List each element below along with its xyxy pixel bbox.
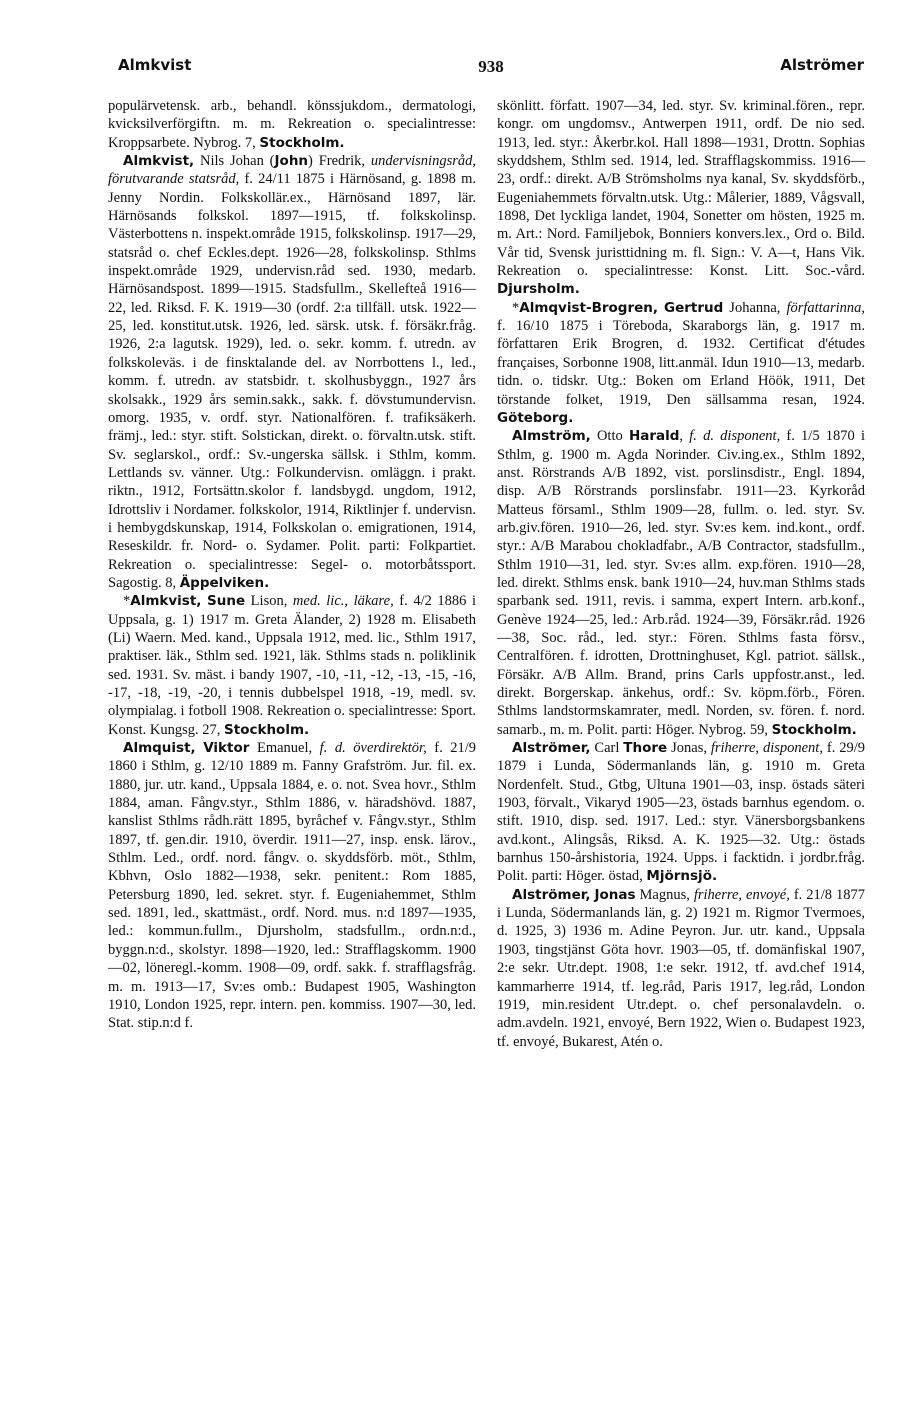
entry-given-pre: Nils Johan ( — [194, 153, 275, 170]
entry-given-post: Emanuel, — [249, 740, 320, 757]
entry-text: populärvetensk. arb., behandl. könssjukdom., dermatologi, kvicksilverförgiftn. m. m. Rekreation o. specialintresse: Kroppsarbete. Nybrog. 7, — [108, 98, 476, 151]
entry-given-post: Lison, — [245, 593, 293, 610]
entry-address: Stockholm. — [224, 721, 310, 738]
entry-address: Äppelviken. — [179, 574, 270, 591]
entry-almkvist-john — [108, 152, 476, 592]
entry-prefix: * — [123, 593, 131, 610]
header-right-word: Alströmer — [780, 56, 864, 74]
entry-address: Stockholm. — [259, 134, 345, 151]
entry-title: friherre, disponent, — [710, 740, 823, 757]
entry-almkvist-sune — [108, 592, 476, 739]
entry-text: f. 21/8 1877 i Lunda, Södermanlands län, g. 2) 1921 m. Rigmor Tvermoes, d. 1925, 3) 1936 m. Adine Peyron. Jur. utr. kand., Uppsala 1903, tingstjänst Göta hovr. 1903—05, tf. domänfiskal 1907, 2:e sekr. Utr.dept. 1908, 1:e sekr. 1912, tf. avd.chef 1914, kammarherre 1914, tf. leg.råd, Paris 1917, leg.råd, London 1919, min.resident Utr.dept. o. chef personalavdeln. o. adm.avdeln. 1921, envoyé, Bern 1922, Wien o. Budapest 1923, tf. envoyé, Bukarest, Atén o. — [497, 886, 866, 1050]
entry-given-pre: Otto — [590, 428, 629, 445]
entry-address: Göteborg. — [497, 409, 574, 426]
entry-title: f. d. överdirektör, — [319, 740, 427, 757]
entry-almstrom-harald — [497, 427, 865, 739]
entry-given-bold: Thore — [623, 740, 668, 757]
entry-surname: Almquist, — [123, 740, 196, 757]
entry-given-bold: Harald — [628, 428, 680, 445]
entry-continuation — [497, 97, 865, 299]
page-number: 938 — [478, 57, 504, 76]
entry-title: f. d. disponent, — [689, 428, 781, 445]
entry-surname: Almqvist-Brogren, — [519, 299, 659, 316]
entry-given-post: Magnus, — [635, 886, 694, 903]
running-head — [118, 54, 864, 84]
entry-alstromer-thore — [497, 739, 865, 886]
header-left-word: Almkvist — [118, 56, 192, 74]
entry-given-pre: Carl — [590, 740, 624, 757]
entry-almquist-viktor — [108, 739, 476, 1033]
entry-surname: Almkvist, — [130, 593, 202, 610]
entry-alstromer-jonas — [497, 886, 865, 1051]
entry-title: med. lic., läkare, — [292, 593, 394, 610]
entry-given-bold: Viktor — [203, 740, 250, 757]
entry-surname: Alströmer, — [512, 886, 591, 903]
entry-prefix: * — [512, 299, 520, 316]
entry-text: f. 4/2 1886 i Uppsala, g. 1) 1917 m. Greta Älander, 2) 1928 m. Elisabeth (Li) Waern. Med. kand., Uppsala 1912, med. lic., Sthlm 1917, praktiser. läk., Sthlm sed. 1921, läk. Sthlms stads n. poliklinik sed. 1931. Sv. mäst. i bandy 1907, -10, -11, -12, -13, -15, -16, -17, -18, -19, -20, i tennis dubbelspel 1918, -19, medl. sv. olympialag. i fotboll 1908. Rekreation o. specialintresse: Sport. Konst. Kungsg. 27, — [108, 593, 477, 738]
right-column — [497, 97, 865, 1051]
entry-given-post: Jonas, — [667, 740, 711, 757]
entry-text: f. 21/9 1860 i Sthlm, g. 12/10 1889 m. Fanny Grafström. Jur. fil. ex. 1880, jur. utr. kand., Uppsala 1884, e. o. not. Svea hovr., Sthlm 1884, aman. Fångv.styr., Sthlm 1886, v. häradshövd. 1887, kanslist Sthlms rådh.rätt 1895, byråchef v. Fångv.styr., Sthlm 1897, tf. gen.dir. 1910, överdir. 1911—27, insp. ensk. lärov., Sthlm. Led., ordf. nord. fångv. o. skyddsförb. möt., Sthlm, Kbhvn, Oslo 1882—1938, sekr. penitent.: Rom 1885, Petersburg 1890, led. sekret. styr. f. Eugeniahemmet, Sthlm sed. 1891, led., skattmäst., ordf. Nord. mus. n:d 1897—1935, led.: kommun.fullm., Djursholm, stadsfullm., ordn.n:d., byggn.n:d., skolstyr. 1898—1920, led.: Strafflagskomm. 1900—02, löneregl.-komm. 1908—09, ordf. sakk. f. strafflagsfråg. m. m. 1913—17, Sv:es omb.: Budapest 1905, Washington 1910, London 1925, repr. intern. pen. kommiss. 1907—30, led. Stat. stip.n:d f. — [108, 740, 477, 1032]
entry-continuation — [108, 97, 476, 152]
entry-text: skönlitt. författ. 1907—34, led. styr. Sv. kriminal.fören., repr. kongr. om ungdomsv., Antwerpen 1911, ordf. De nio sed. 1913, led. styr.: Åkerbr.kol. Hall 1898—1931, Drottn. Sophias skyddshem, Sthlm sed. 1914, led. Strafflagskommiss. 1916—23, ordf.: direkt. A/B Strömsholms nya kanal, Sv. skyddsförb., Eugeniahemmets förvaltn.utsk. Utg.: Målerier, 1889, Vågsvall, 1898, Det lyckliga landet, 1904, Sonetter om hösten, 1925 m. m. Art.: Nord. Familjebok, Bonniers konvers.lex., Ord o. Bild. Vår tid, Svensk juristtidning m. fl. Sign.: V. A—t, Hans Vik. Rekreation o. specialintresse: Konst. Litt. Soc.-vård. — [497, 98, 865, 280]
entry-given-bold: Jonas — [594, 886, 636, 903]
entry-given-post: , — [679, 428, 690, 445]
entry-text: f. 16/10 1875 i Töreboda, Skaraborgs län, g. 1917 m. författaren Erik Brogren, d. 1932. Certificat d'études françaises, Sorbonne 1908, litt.anmäl. Idun 1910—13, medarb. tidn. o. tidskr. Utg.: Boken om Erland Höök, 1911, Det törstande folket, 1919, Den sällsamma resan, 1924. — [497, 318, 865, 408]
entry-title: författarinna, — [786, 299, 865, 316]
entry-address: Stockholm. — [771, 721, 857, 738]
entry-given-post: Johanna, — [723, 299, 787, 316]
entry-surname: Alströmer, — [512, 740, 591, 757]
entry-given-bold: Sune — [207, 593, 246, 610]
entry-title: friherre, envoyé, — [693, 886, 790, 903]
entry-given-bold: John — [274, 153, 309, 170]
entry-almqvist-brogren — [497, 299, 865, 427]
entry-title: undervisningsråd, förutvarande statsråd, — [108, 153, 476, 188]
entry-address: Mjörnsjö. — [646, 868, 718, 885]
entry-text: f. 24/11 1875 i Härnösand, g. 1898 m. Jenny Nordin. Folkskollär.ex., Härnösand 1897, lär. Härnösands folkskol. 1897—1915, tf. folkskolinsp. Västerbottens n. inspekt.område 1915, folkskolinsp. 1917—29, statsråd o. chef Eckles.dept. 1926—28, folkskolinsp. Sthlms inspekt.område 1929, undervisn.råd sed. 1930, medarb. Härnösandspost. 1899—1915. Stadsfullm., Skellefteå 1916—22, led. Riksd. F. K. 1919—30 (ordf. 2:a tillfäll. utsk. 1922—25, led. konstitut.utsk. 1926, led. särsk. utsk. f. försäkr.fråg. 1926, 2:a lagutsk. 1929), led. o. sekr. komm. f. utredn. av folkskoleväs. i de finsktalande del. av Norrbottens l., led., komm. f. utredn. av statsbidr. t. skolhusbyggn., 1927 års skolsakk., 1929 års semin.sakk., sakk. f. dövstumundervisn. omorg. 1935, v. ordf. styr. Nationalfören. f. trafiksäkerh. främj., led.: styr. stift. Solstickan, direkt. o. förvaltn.utsk. stift. Sv. seglarskol., ordf.: Sv.-ungerska sällsk. i Sthlm, komm. Lettlands sv. vänner. Utg.: Folkundervisn. omläggn. i prakt. riktn., 1912, Fortsättn.skolor f. landsbygd. ungdom, 1912, Idrottsliv i Nordamer. folkskolor, 1914, Riktlinjer f. undervisn. i hembygdskunskap, 1914, Folkskolan o. emigrationen, 1914, Reseskildr. fr. Nord- o. Sydamer. Polit. parti: Folkpartiet. Rekreation o. specialintresse: Segel- o. motorbåtssport. Sagostig. 8, — [108, 171, 476, 591]
left-column — [108, 97, 476, 1033]
entry-given-bold: Gertrud — [664, 299, 724, 316]
entry-text: f. 29/9 1879 i Lunda, Södermanlands län, g. 1910 m. Greta Nordenfelt. Stud., Gtbg, Ultuna 1901—03, insp. östads säteri 1903, förvalt., Vikaryd 1905—23, östads barnhus egendom. o. stift. 1910, disp. sed. 1917. Led.: styr. Vänersborgsbankens avd.kont., Alingsås, Riksd. A. K. 1925—32. Utg.: östads barnhus 150-årshistoria, 1924. Upps. i facktidn. i jordbr.fråg. Polit. parti: Höger. östad, — [497, 740, 865, 885]
entry-given-post: ) Fredrik, — [308, 153, 371, 170]
entry-surname: Almström, — [512, 428, 591, 445]
entry-address: Djursholm. — [497, 281, 580, 298]
entry-text: f. 1/5 1870 i Sthlm, g. 1900 m. Agda Norinder. Civ.ing.ex., Sthlm 1892, anst. Rörstrands A/B 1892, vist. porslinsdistr., Engl. 1894, disp. A/B Rörstrands porslinsfabr. 1911—23. Kyrkoråd Matteus församl., Sthlm 1909—28, fullm. o. led. styr. Sv. arb.giv.fören. 1910—26, led. styr. Sv:es kem. ind.kont., ordf. styr.: A/B Marabou chokladfabr., A/B Contractor, stadsfullm., Sthlm 1910—31, led. styr. Sv:es allm. exp.fören. 1910—28, led. direkt. Sthlms ensk. bank 1910—24, huv.man Sthlms stads sparbank sed. 1911, revis. i samma, expert Intern. arb.konf., Genève 1924—25, led.: Arb.råd. 1924—39, Försäkr.råd. 1926—38, Soc. råd., led. styr.: Fören. Sthlms fasta försv., Centralfören. f. idrotten, Drottninghuset, Kgl. patriot. sällsk., Försäkr. A/B Allm. Brand, prins Carls uppfostr.anst., led. direkt. Borgerskap. änkehus, ordf.: Sv. köpm.förb., Fören. Sthlms landstormskamrater, medl. Norden, sv. fören. f. nord. samarb., m. m. Polit. parti: Höger. Nybrog. 59, — [497, 428, 866, 738]
entry-surname: Almkvist, — [123, 153, 195, 170]
